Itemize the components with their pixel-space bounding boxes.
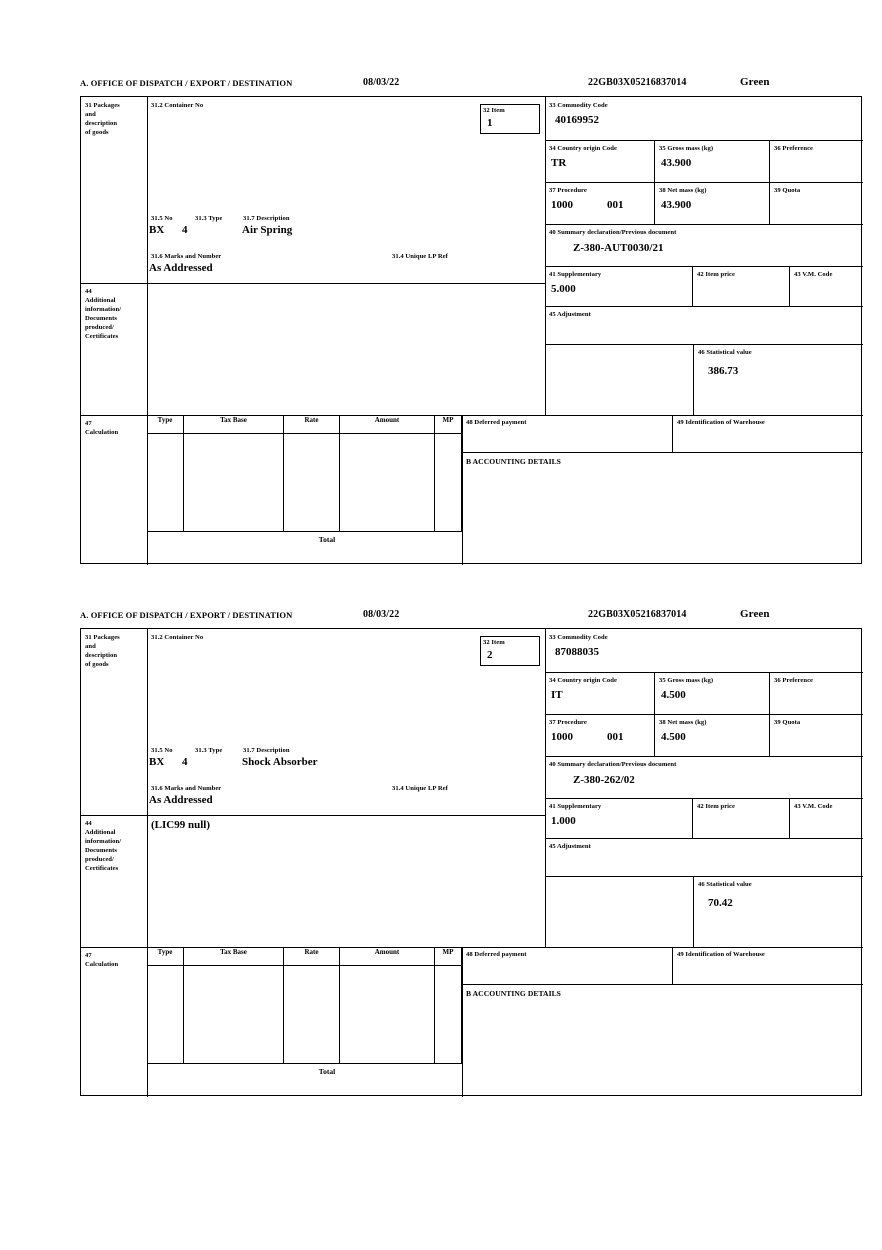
box-31-label-2-line-3: description — [85, 652, 118, 659]
office-of-dispatch-label: A. OFFICE OF DISPATCH / EXPORT / DESTINATION — [80, 78, 293, 88]
calc-body-amount — [340, 434, 435, 531]
box-37-procedure-2 — [545, 715, 654, 757]
box-37-label: 37 Procedure — [549, 187, 587, 194]
box-38-net-mass-2 — [654, 715, 769, 757]
box-36-preference — [769, 141, 863, 183]
divider-above-44-2 — [81, 815, 545, 816]
divider-above-44 — [81, 283, 545, 284]
box-31-label — [81, 97, 147, 283]
calc-body-type — [147, 434, 184, 531]
calc-total-row — [147, 531, 462, 549]
calculation-table — [147, 415, 462, 565]
box-39-label-2: 39 Quota — [774, 719, 801, 726]
packages-type-label-2: 31.3 Type — [195, 747, 223, 754]
box-46-label: 46 Statistical value — [698, 349, 752, 356]
box-41-supplementary — [545, 267, 692, 307]
box-43-vm-code-2 — [789, 799, 863, 839]
box-34-country-origin — [545, 141, 654, 183]
calc-body-rate — [284, 434, 340, 531]
packages-type-label: 31.3 Type — [195, 215, 223, 222]
box-39-quota-2 — [769, 715, 863, 757]
calc-col-label-tax-base: Tax Base — [220, 416, 247, 424]
form-body-2 — [80, 628, 862, 1096]
calc-col-header-tax-base-2 — [184, 947, 284, 966]
box-44-label-2-line-5: produced/ — [85, 856, 114, 863]
packages-description-value: Air Spring — [242, 224, 293, 236]
box-41-value-2: 1.000 — [551, 815, 576, 827]
box-44-label-line-1: 44 — [85, 288, 92, 295]
calc-body-mp-2 — [435, 966, 462, 1063]
box-31-label-line-2: and — [85, 111, 96, 118]
box-33-commodity-code — [545, 97, 863, 141]
box-35-value-2: 4.500 — [661, 689, 686, 701]
box-31-label-2-line-4: of goods — [85, 661, 109, 668]
box-42-item-price-2 — [692, 799, 789, 839]
packages-description-label: 31.7 Description — [243, 215, 290, 222]
box-32-value-2: 2 — [487, 649, 493, 661]
calc-col-header-amount-2 — [340, 947, 435, 966]
box-36-preference-2 — [769, 673, 863, 715]
box-36-label: 36 Preference — [774, 145, 814, 152]
box-49-warehouse — [672, 415, 863, 453]
box-40-previous-document — [545, 225, 863, 267]
box-34-value-2: IT — [551, 689, 563, 701]
packages-no-label-2: 31.5 No — [151, 747, 173, 754]
box-44-label — [81, 283, 147, 415]
box-44-label-2-line-6: Certificates — [85, 865, 119, 872]
container-no-label-2: 31.2 Container No — [151, 634, 204, 641]
box-34-label: 34 Country origin Code — [549, 145, 617, 152]
calculation-table-2 — [147, 947, 462, 1097]
divider-44-label-2 — [147, 815, 148, 947]
packages-description-label-2: 31.7 Description — [243, 747, 290, 754]
calc-col-label-amount: Amount — [374, 416, 400, 424]
calc-body-tax-base — [184, 434, 284, 531]
calc-body-type-2 — [147, 966, 184, 1063]
box-36-label-2: 36 Preference — [774, 677, 814, 684]
box-b-label-2: B ACCOUNTING DETAILS — [466, 989, 561, 998]
box-32-label: 32 Item — [483, 107, 505, 114]
box-43-vm-code — [789, 267, 863, 307]
calc-body-amount-2 — [340, 966, 435, 1063]
calc-col-label-type: Type — [157, 416, 173, 424]
marks-value: As Addressed — [149, 262, 213, 274]
form-body — [80, 96, 862, 564]
marks-label-2: 31.6 Marks and Number — [151, 785, 222, 792]
calc-col-label-amount-2: Amount — [374, 948, 400, 956]
calc-col-header-type-2 — [147, 947, 184, 966]
box-49-warehouse-2 — [672, 947, 863, 985]
unique-lp-ref-label-2: 31.4 Unique LP Ref — [392, 785, 448, 792]
packages-type-value-2: BX — [149, 756, 165, 768]
packages-description-value-2: Shock Absorber — [242, 756, 318, 768]
box-31-label-line-1: 31 Packages — [85, 102, 120, 109]
mrn-value: 22GB03X05216837014 — [588, 77, 687, 88]
box-34-value: TR — [551, 157, 567, 169]
box-46-left-spacer — [545, 345, 693, 415]
office-of-dispatch-label-2: A. OFFICE OF DISPATCH / EXPORT / DESTINATION — [80, 610, 293, 620]
box-40-previous-document-2 — [545, 757, 863, 799]
box-46-statistical-value — [693, 345, 863, 415]
box-38-net-mass — [654, 183, 769, 225]
box-45-adjustment-2 — [545, 839, 863, 877]
box-44-label-2-line-2: Additional — [85, 829, 116, 836]
box-31-label-2-line-1: 31 Packages — [85, 634, 120, 641]
packages-no-value-2: 4 — [182, 756, 188, 768]
calc-col-header-mp-2 — [435, 947, 462, 966]
box-33-value-2: 87088035 — [555, 646, 599, 658]
box-33-value: 40169952 — [555, 114, 599, 126]
box-44-label-line-5: produced/ — [85, 324, 114, 331]
box-46-label-2: 46 Statistical value — [698, 881, 752, 888]
divider-44-label — [147, 283, 148, 415]
box-42-item-price — [692, 267, 789, 307]
box-32-label-2: 32 Item — [483, 639, 505, 646]
box-38-value: 43.900 — [661, 199, 692, 211]
box-44-label-2-line-3: information/ — [85, 838, 122, 845]
box-38-label: 38 Net mass (kg) — [659, 187, 707, 194]
customs-declaration-form-2 — [80, 610, 862, 1096]
box-41-value: 5.000 — [551, 283, 576, 295]
box-44-value-2: (LIC99 null) — [151, 819, 210, 831]
box-45-label: 45 Adjustment — [549, 311, 591, 318]
box-40-value-2: Z-380-262/02 — [573, 774, 635, 786]
box-47-label-line-2: Calculation — [85, 429, 119, 436]
lane-status-2: Green — [740, 608, 770, 620]
box-35-label: 35 Gross mass (kg) — [659, 145, 714, 152]
packages-no-value: 4 — [182, 224, 188, 236]
form-header-2 — [80, 610, 862, 628]
box-33-commodity-code-2 — [545, 629, 863, 673]
box-33-label-2: 33 Commodity Code — [549, 634, 608, 641]
calc-body-tax-base-2 — [184, 966, 284, 1063]
box-b-accounting-details-2 — [462, 985, 863, 1097]
box-37-procedure — [545, 183, 654, 225]
calc-col-label-type-2: Type — [157, 948, 173, 956]
box-49-label: 49 Identification of Warehouse — [677, 419, 765, 426]
container-no-label: 31.2 Container No — [151, 102, 204, 109]
calc-body-mp — [435, 434, 462, 531]
calc-col-header-tax-base — [184, 415, 284, 434]
box-47-label-2-line-1: 47 — [85, 952, 92, 959]
box-48-deferred-payment — [462, 415, 672, 453]
unique-lp-ref-label: 31.4 Unique LP Ref — [392, 253, 448, 260]
box-48-label-2: 48 Deferred payment — [466, 951, 527, 958]
box-38-label-2: 38 Net mass (kg) — [659, 719, 707, 726]
calc-col-header-rate — [284, 415, 340, 434]
lane-status: Green — [740, 76, 770, 88]
box-44-label-line-4: Documents — [85, 315, 117, 322]
box-40-value: Z-380-AUT0030/21 — [573, 242, 664, 254]
box-44-value — [151, 289, 541, 409]
box-41-label-2: 41 Supplementary — [549, 803, 602, 810]
box-35-value: 43.900 — [661, 157, 692, 169]
box-b-label: B ACCOUNTING DETAILS — [466, 457, 561, 466]
box-47-label-2-line-2: Calculation — [85, 961, 119, 968]
box-35-gross-mass — [654, 141, 769, 183]
box-31-label-2 — [81, 629, 147, 815]
box-42-label: 42 Item price — [697, 271, 736, 278]
box-47-label-2 — [81, 947, 147, 1097]
box-35-gross-mass-2 — [654, 673, 769, 715]
declaration-date-2: 08/03/22 — [363, 609, 400, 620]
box-44-label-line-3: information/ — [85, 306, 122, 313]
box-46-statistical-value-2 — [693, 877, 863, 947]
box-33-label: 33 Commodity Code — [549, 102, 608, 109]
box-43-label: 43 V.M. Code — [794, 271, 833, 278]
box-46-value: 386.73 — [708, 365, 739, 377]
packages-type-value: BX — [149, 224, 165, 236]
box-40-label-2: 40 Summary declaration/Previous document — [549, 761, 677, 768]
mrn-value-2: 22GB03X05216837014 — [588, 609, 687, 620]
box-41-label: 41 Supplementary — [549, 271, 602, 278]
calc-total-label: Total — [318, 535, 336, 544]
box-b-accounting-details — [462, 453, 863, 565]
box-37-value-2-second: 001 — [607, 731, 624, 743]
packages-no-label: 31.5 No — [151, 215, 173, 222]
box-44-label-2-line-1: 44 — [85, 820, 92, 827]
box-40-label: 40 Summary declaration/Previous document — [549, 229, 677, 236]
calc-body-rate-2 — [284, 966, 340, 1063]
box-46-value-2: 70.42 — [708, 897, 733, 909]
box-32-item-2 — [480, 636, 540, 666]
calc-col-label-mp: MP — [442, 416, 454, 424]
calc-col-header-rate-2 — [284, 947, 340, 966]
box-44-label-2-line-4: Documents — [85, 847, 117, 854]
calc-total-label-2: Total — [318, 1067, 336, 1076]
box-41-supplementary-2 — [545, 799, 692, 839]
box-45-label-2: 45 Adjustment — [549, 843, 591, 850]
box-44-label-line-2: Additional — [85, 297, 116, 304]
box-31-label-line-3: description — [85, 120, 118, 127]
box-37-value-2: 1000 — [551, 731, 573, 743]
calc-col-label-rate: Rate — [304, 416, 319, 424]
box-32-item — [480, 104, 540, 134]
calc-col-label-mp-2: MP — [442, 948, 454, 956]
box-37-value-2: 001 — [607, 199, 624, 211]
box-45-adjustment — [545, 307, 863, 345]
box-48-deferred-payment-2 — [462, 947, 672, 985]
calc-col-label-rate-2: Rate — [304, 948, 319, 956]
box-34-country-origin-2 — [545, 673, 654, 715]
box-39-label: 39 Quota — [774, 187, 801, 194]
box-42-label-2: 42 Item price — [697, 803, 736, 810]
form-header — [80, 78, 862, 96]
box-43-label-2: 43 V.M. Code — [794, 803, 833, 810]
calc-col-header-amount — [340, 415, 435, 434]
calc-total-row-2 — [147, 1063, 462, 1081]
box-37-label-2: 37 Procedure — [549, 719, 587, 726]
calc-col-header-type — [147, 415, 184, 434]
marks-label: 31.6 Marks and Number — [151, 253, 222, 260]
box-44-label-2 — [81, 815, 147, 947]
box-47-label — [81, 415, 147, 565]
box-44-label-line-6: Certificates — [85, 333, 119, 340]
customs-declaration-form-1 — [80, 78, 862, 564]
box-48-label: 48 Deferred payment — [466, 419, 527, 426]
box-46-left-spacer-2 — [545, 877, 693, 947]
box-47-label-line-1: 47 — [85, 420, 92, 427]
calc-col-header-mp — [435, 415, 462, 434]
box-34-label-2: 34 Country origin Code — [549, 677, 617, 684]
box-38-value-2: 4.500 — [661, 731, 686, 743]
box-31-label-2-line-2: and — [85, 643, 96, 650]
marks-value-2: As Addressed — [149, 794, 213, 806]
box-32-value: 1 — [487, 117, 493, 129]
box-39-quota — [769, 183, 863, 225]
box-35-label-2: 35 Gross mass (kg) — [659, 677, 714, 684]
box-37-value: 1000 — [551, 199, 573, 211]
box-49-label-2: 49 Identification of Warehouse — [677, 951, 765, 958]
box-31-label-line-4: of goods — [85, 129, 109, 136]
calc-col-label-tax-base-2: Tax Base — [220, 948, 247, 956]
declaration-date: 08/03/22 — [363, 77, 400, 88]
